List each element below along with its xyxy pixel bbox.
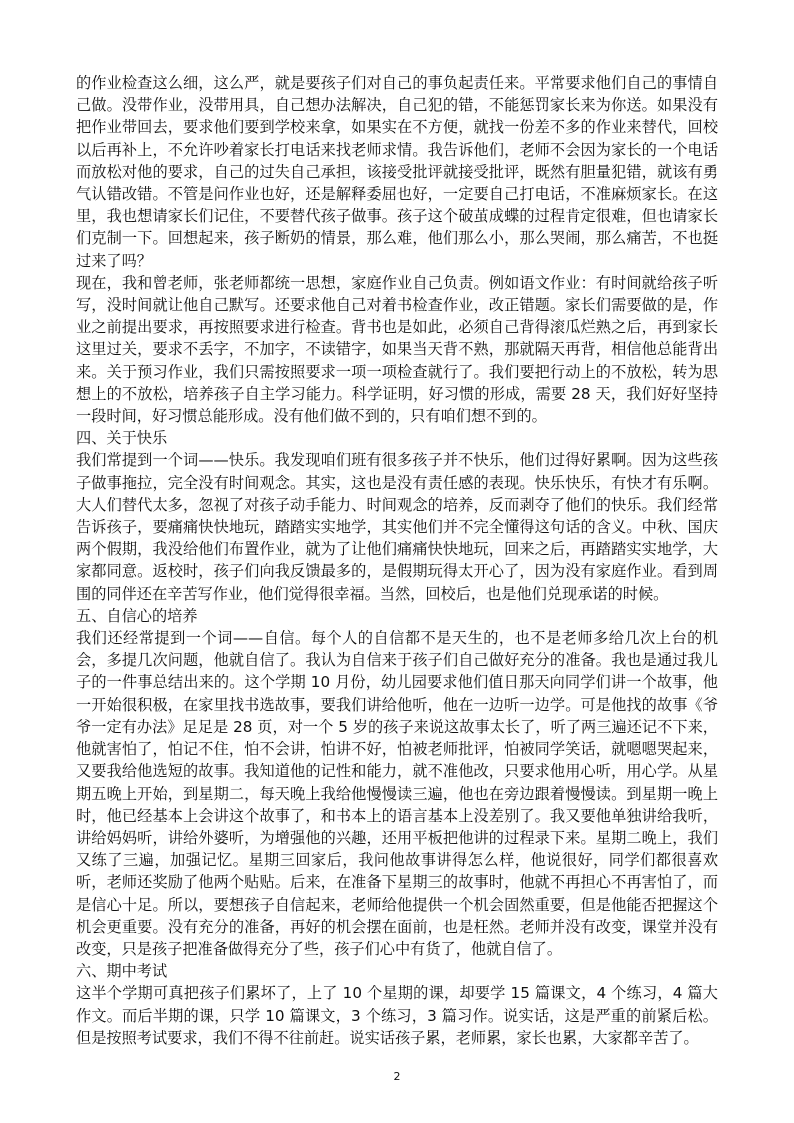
heading-confidence: 五、自信心的培养 [76,606,198,625]
paragraph-homework: 现在，我和曾老师，张老师都统一思想，家庭作业自己负责。例如语文作业：有时间就给孩子听写，没时间就让他自己默写。还要求他自己对着书检查作业，改正错题。家长们需要做的是，作业之前提出要求，再按照要求进行检查。背书也是如此，必须自己背得滚瓜烂熟之后，再到家长这里过关，要求不丢字，不加字，不读错字，如果当天背不熟，那就隔天再背，相信他总能背出来。关于预习作业，我们只需按照要求一项一项检查就行了。我们要把行动上的不放松，转为思想上的不放松，培养孩子自主学习能力。科学证明，好习惯的形成，需要 28 天，我们好好坚持一段时间，好习惯总能形成。没有他们做不到的，只有咱们想不到的。 [76,273,718,426]
paragraph-confidence: 我们还经常提到一个词——自信。每个人的自信都不是天生的，也不是老师多给几次上台的机会，多提几次问题，他就自信了。我认为自信来于孩子们自己做好充分的准备。我也是通过我儿子的一件事总结出来的。这个学期 10 月份，幼儿园要求他们值日那天向同学们讲一个故事，他一开始很积极，在家里找书选故事，要我们讲给他听，他在一边听一边学。可是他找的故事《爷爷一定有办法》足足是 28 页，对一个 5 岁的孩子来说这故事太长了，听了两三遍还记不下来，他就害怕了，怕记不住，怕不会讲，怕讲不好，怕被老师批评，怕被同学笑话，就嗯嗯哭起来，又要我给他选短的故事。我知道他的记性和能力，就不准他改，只要求他用心听，用心学。从星期五晚上开始，到星期二，每天晚上我给他慢慢读三遍，他也在旁边跟着慢慢读。到星期一晚上时，他已经基本上会讲这个故事了，和书本上的语言基本上没差别了。我又要他单独讲给我听，讲给妈妈听，讲给外婆听，为增强他的兴趣，还用平板把他讲的过程录下来。星期二晚上，我们又练了三遍，加强记忆。星期三回家后，我问他故事讲得怎么样，他说很好，同学们都很喜欢听，老师还奖励了他两个贴贴。后来，在准备下星期三的故事时，他就不再担心不再害怕了，而是信心十足。所以，要想孩子自信起来，老师给他提供一个机会固然重要，但是他能否把握这个机会更重要。没有充分的准备，再好的机会摆在面前，也是枉然。老师并没有改变，课堂并没有改变，只是孩子把准备做得充分了些，孩子们心中有货了，他就自信了。 [76,629,718,958]
paragraph-happiness: 我们常提到一个词——快乐。我发现咱们班有很多孩子并不快乐，他们过得好累啊。因为这些孩子做事拖拉，完全没有时间观念。其实，这也是没有责任感的表现。快乐快乐，有快才有乐啊。大人们替代太多，忽视了对孩子动手能力、时间观念的培养，反而剥夺了他们的快乐。我们经常告诉孩子，要痛痛快快地玩，踏踏实实地学，其实他们并不完全懂得这句话的含义。中秋、国庆两个假期，我没给他们布置作业，就为了让他们痛痛快快地玩，回来之后，再踏踏实实地学，大家都同意。返校时，孩子们向我反馈最多的，是假期玩得太开心了，因为没有家庭作业。看到周围的同伴还在辛苦写作业，他们觉得很幸福。当然，回校后，也是他们兑现承诺的时候。 [76,451,718,603]
document-body [76,72,718,1049]
heading-midterm: 六、期中考试 [76,962,168,981]
paragraph-midterm: 这半个学期可真把孩子们累坏了，上了 10 个星期的课，却要学 15 篇课文，4 个练习，4 篇大作文。而后半期的课，只学 10 篇课文，3 个练习，3 篇习作。说实话，这是严重的前紧后松。但是按照考试要求，我们不得不往前赶。说实话孩子累，老师累，家长也累，大家都辛苦了。 [76,984,718,1047]
page-number: 2 [393,1070,401,1083]
heading-happiness: 四、关于快乐 [76,429,168,448]
paragraph-responsibility: 的作业检查这么细，这么严，就是要孩子们对自己的事负起责任来。平常要求他们自己的事情自己做。没带作业，没带用具，自己想办法解决，自己犯的错，不能惩罚家长来为你送。如果没有把作业带回去，要求他们要到学校来拿，如果实在不方便，就找一份差不多的作业来替代，回校以后再补上，不允许吵着家长打电话来找老师求情。我告诉他们，老师不会因为家长的一个电话而放松对他的要求，自己的过失自己承担，该接受批评就接受批评，既然有胆量犯错，就该有勇气认错改错。不管是问作业也好，还是解释委屈也好，一定要自己打电话，不准麻烦家长。在这里，我也想请家长们记住，不要替代孩子做事。孩子这个破茧成蝶的过程肯定很难，但也请家长们克制一下。回想起来，孩子断奶的情景，那么难，他们那么小，那么哭闹，那么痛苦，不也挺过来了吗？ [76,74,718,270]
